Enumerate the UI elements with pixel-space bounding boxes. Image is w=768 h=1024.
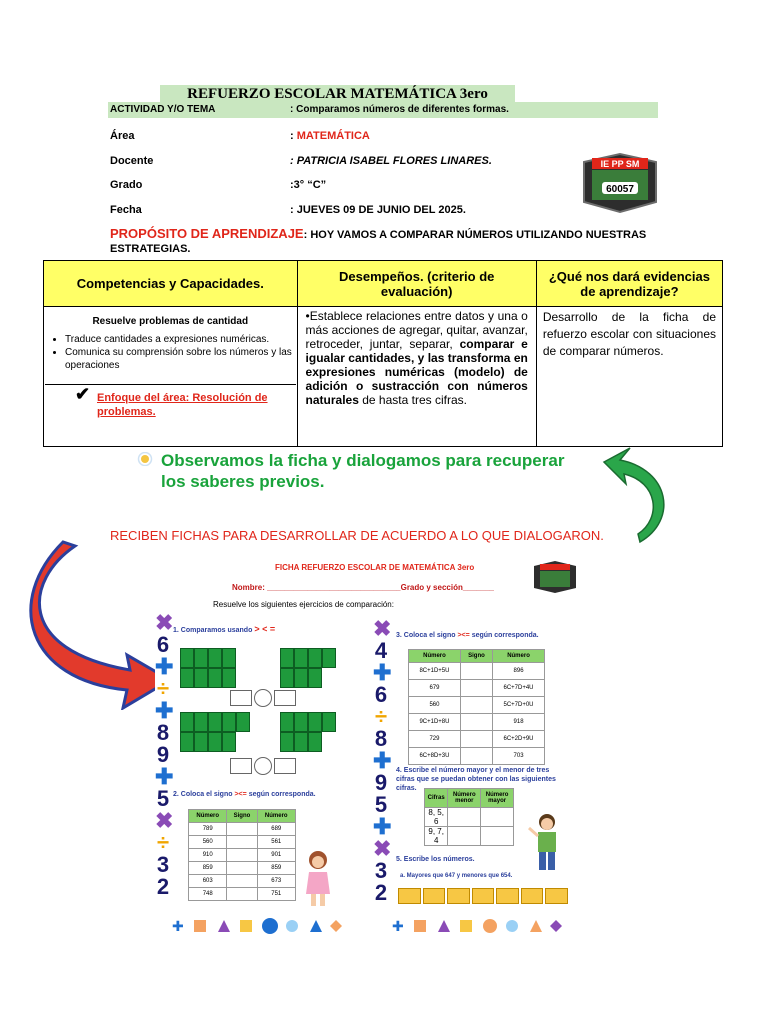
evidencia-cell: Desarrollo de la ficha de refuerzo escolar con situaciones de comparar números. (536, 307, 722, 447)
area-value: : MATEMÁTICA (290, 130, 370, 142)
exercise-1-title: 1. Comparamos usando > < = (173, 624, 276, 634)
document-title: REFUERZO ESCOLAR MATEMÁTICA 3ero (160, 85, 515, 103)
teacher-label: Docente (110, 155, 154, 167)
exercise-4-table: Cifras Número menor Número mayor 8, 5, 6 9, 7, 4 (424, 788, 514, 846)
worksheet-logo-badge (532, 560, 578, 594)
capacidad-item: • Traduce cantidades a expresiones numéricas. (65, 333, 296, 346)
exercise-5-title: 5. Escribe los números. (396, 856, 475, 863)
desempeno-cell: •Establece relaciones entre datos y una o más acciones de agregar, quitar, avanzar, retroceder, juntar, separar, comparar e igualar cantidades, y las transforma en expresiones numéricas (modelo) de adición o sustracción con números naturales de hasta tres cifras. (297, 307, 536, 447)
date-label: Fecha (110, 204, 142, 216)
exercise-3-title: 3. Coloca el signo ><= según corresponda. (396, 632, 539, 639)
competencia-title: Resuelve problemas de cantidad (92, 316, 249, 327)
competencies-table (43, 260, 723, 447)
green-curved-arrow-icon (600, 440, 680, 550)
grade-value: :3° “C” (290, 179, 327, 191)
capacidad-item: • Comunica su comprensión sobre los números y las operaciones (65, 346, 296, 372)
competencias-cell (44, 307, 298, 447)
exercise-2-table: Número Signo Número 789 689 560 561 910 901 859 859 603 673 748 751 (188, 809, 296, 901)
activity-value: : Comparamos números de diferentes formas. (290, 104, 509, 115)
purpose-text: : HOY VAMOS A COMPARAR NÚMEROS UTILIZANDO NUESTRAS ESTRATEGIAS. (110, 229, 647, 255)
exercise-4-title: 4. Escribe el número mayor y el menor de tres cifras que se puedan obtener con las siguientes cifras. (396, 767, 556, 792)
school-logo-badge (580, 152, 660, 214)
left-number-column: ✖ 6 ✚ ÷ ✚ 8 9 ✚ 5 ✖ ÷ 3 2 (155, 610, 174, 899)
capacidades-list (51, 333, 296, 372)
header-evidencias: ¿Qué nos dará evidencias de aprendizaje? (536, 261, 722, 307)
checkmark-icon: ✔ (75, 384, 91, 404)
area-label: Área (110, 130, 135, 142)
sun-bullet-icon (136, 452, 154, 466)
worksheet-instruction: Resuelve los siguientes ejercicios de comparación: (213, 600, 394, 609)
purpose-heading: PROPÓSITO DE APRENDIZAJE (110, 226, 304, 241)
logo-number: 60057 (606, 184, 634, 195)
decorative-shapes-left (170, 916, 360, 936)
svg-text:✚: ✚ (392, 918, 404, 934)
decorative-shapes-right (390, 916, 580, 936)
bullet-icon: • (305, 309, 310, 323)
right-number-column: ✖ 4 ✚ 6 ÷ 8 ✚ 9 5 ✚ ✖ 3 2 (373, 616, 392, 905)
header-competencias: Competencias y Capacidades. (44, 261, 298, 307)
header-desempenos: Desempeños. (criterio de evaluación) (297, 261, 536, 307)
exercise-3-table: Número Signo Número 8C+1D+5U 896 679 6C+7D+4U 560 5C+7D+0U 9C+1D+8U 918 729 6C+2D+9U 6C+8D+3U 703 (408, 649, 545, 765)
grade-label: Grado (110, 179, 143, 191)
exercise-5-a: a. Mayores que 647 y menores que 654. (400, 873, 513, 879)
reciben-instruction: RECIBEN FICHAS PARA DESARROLLAR DE ACUERDO A LO QUE DIALOGARON. (110, 528, 604, 543)
exercise-5-answer-boxes (398, 888, 568, 904)
logo-top-text: IE PP SM (600, 159, 640, 169)
worksheet-name-line: Nombre: ______________________________Grado y sección_______ (232, 583, 494, 592)
observe-instruction: Observamos la ficha y dialogamos para recuperar los saberes previos. (161, 451, 565, 491)
girl-illustration (300, 848, 336, 910)
svg-text:✚: ✚ (172, 918, 184, 934)
worksheet-title: FICHA REFUERZO ESCOLAR DE MATEMÁTICA 3ero (275, 563, 475, 572)
purpose-statement (110, 227, 670, 256)
date-value: : JUEVES 09 DE JUNIO DEL 2025. (290, 204, 466, 216)
exercise-2-title: 2. Coloca el signo ><= según corresponda. (173, 791, 316, 798)
boy-illustration (527, 810, 567, 876)
enfoque-area: ✔ Enfoque del área: Resolución de problemas. (45, 384, 296, 425)
activity-label: ACTIVIDAD Y/O TEMA (110, 104, 216, 115)
teacher-value: : PATRICIA ISABEL FLORES LINARES. (290, 155, 492, 167)
